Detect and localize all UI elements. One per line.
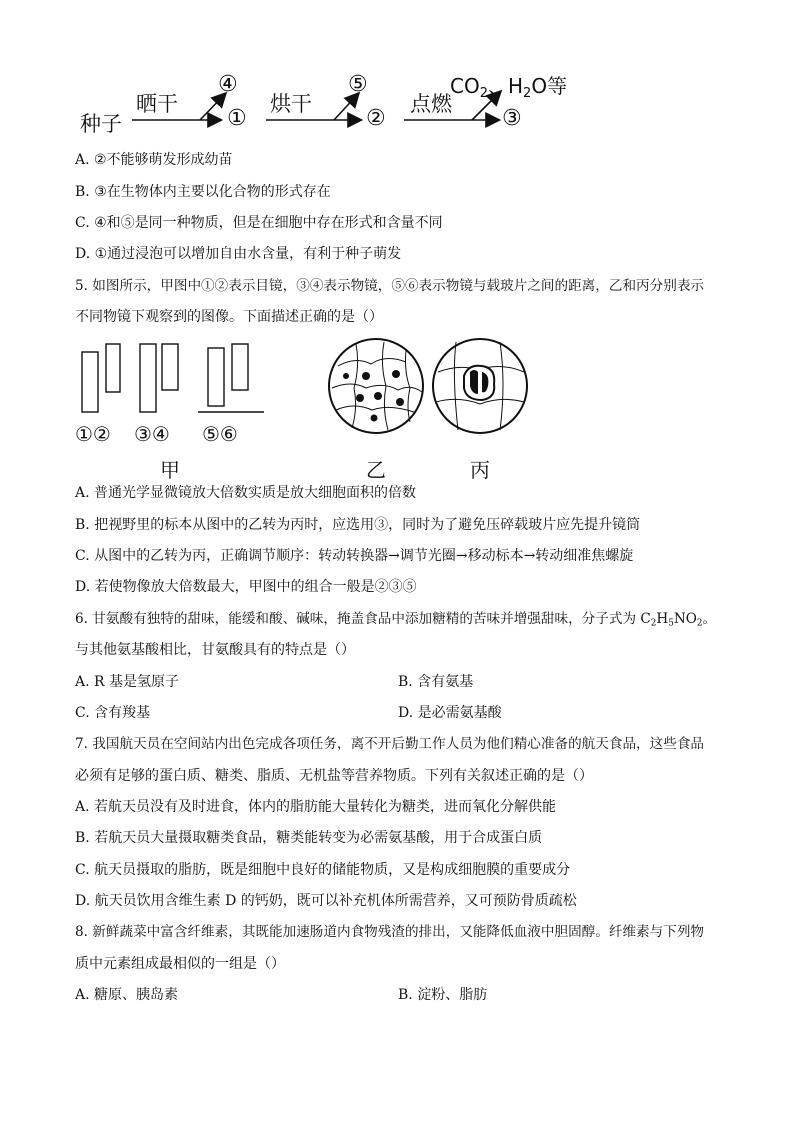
q7-stem-line1: 7. 我国航天员在空间站内出色完成各项任务，离不开后勤工作人员为他们精心准备的航天食品，这些食品 bbox=[75, 736, 705, 752]
q6-stem-line1: 6. 甘氨酸有独特的甜味，能缓和酸、碱味，掩盖食品中添加糖精的苦味并增强甜味，分子式为 $C_2H_5NO_2$。 bbox=[75, 611, 717, 629]
seed-flow-diagram bbox=[70, 68, 590, 138]
q5-option-c: C. 从图中的乙转为丙，正确调节顺序：转动转换器→调节光圈→移动标本→转动细准焦螺旋 bbox=[75, 548, 634, 564]
q5-option-a: A. 普通光学显微镜放大倍数实质是放大细胞面积的倍数 bbox=[75, 485, 417, 501]
eyepiece-2 bbox=[106, 344, 120, 392]
q6-option-b: B. 含有氨基 bbox=[398, 674, 474, 690]
arrow-1-branch bbox=[200, 94, 225, 120]
product-2: ② bbox=[366, 106, 386, 131]
micrograph-yi bbox=[326, 336, 426, 436]
eyepiece-1 bbox=[82, 352, 98, 412]
product-1: ① bbox=[227, 106, 247, 131]
q5-option-b: B. 把视野里的标本从图中的乙转为丙时，应选用③，同时为了避免压碎载玻片应先提升镜筒 bbox=[75, 517, 641, 533]
lens-label-34: ③④ bbox=[134, 422, 170, 446]
q4-option-c: C. ④和⑤是同一种物质，但是在细胞中存在形式和含量不同 bbox=[75, 215, 443, 231]
q7-option-b: B. 若航天员大量摄取糖类食品，糖类能转变为必需氨基酸，用于合成蛋白质 bbox=[75, 830, 543, 846]
q6-option-d: D. 是必需氨基酸 bbox=[398, 705, 502, 721]
product-4: ④ bbox=[218, 72, 238, 97]
q8-option-b: B. 淀粉、脂肪 bbox=[398, 987, 488, 1003]
lens-label-56: ⑤⑥ bbox=[202, 422, 238, 446]
q4-option-d: D. ①通过浸泡可以增加自由水含量，有利于种子萌发 bbox=[75, 246, 402, 262]
q4-option-a: A. ②不能够萌发形成幼苗 bbox=[75, 152, 233, 168]
q4-option-b: B. ③在生物体内主要以化合物的形式存在 bbox=[75, 184, 331, 200]
q6-stem-line2: 与其他氨基酸相比，甘氨酸具有的特点是（） bbox=[75, 642, 355, 658]
q5-stem-line1: 5. 如图所示，甲图中①②表示目镜，③④表示物镜，⑤⑥表示物镜与载玻片之间的距离，乙和丙分别表示 bbox=[75, 278, 705, 294]
q7-option-c: C. 航天员摄取的脂肪，既是细胞中良好的储能物质，又是构成细胞膜的重要成分 bbox=[75, 862, 571, 878]
fig-label-jia: 甲 bbox=[160, 458, 180, 482]
q6-option-a: A. R 基是氢原子 bbox=[75, 674, 180, 690]
objective-4 bbox=[162, 344, 178, 390]
q8-option-a: A. 糖原、胰岛素 bbox=[75, 987, 179, 1003]
burn-products: $CO_2$、$H_2O$等 bbox=[450, 74, 568, 101]
q8-stem-line1: 8. 新鲜蔬菜中富含纤维素，其既能加速肠道内食物残渣的排出，又能降低血液中胆固醇。纤维素与下列物 bbox=[75, 924, 705, 940]
q8-stem-line2: 质中元素组成最相似的一组是（） bbox=[75, 956, 285, 972]
q7-option-d: D. 航天员饮用含维生素 D 的钙奶，既可以补充机体所需营养，又可预防骨质疏松 bbox=[75, 893, 577, 909]
step-burn: 点燃 bbox=[410, 92, 452, 116]
fig-label-yi: 乙 bbox=[366, 458, 386, 482]
fig-label-bing: 丙 bbox=[470, 458, 490, 482]
step-dry-sun: 晒干 bbox=[136, 92, 178, 116]
q7-stem-line2: 必须有足够的蛋白质、糖类、脂质、无机盐等营养物质。下列有关叙述正确的是（） bbox=[75, 768, 593, 784]
objective-6 bbox=[232, 344, 248, 390]
q5-option-d: D. 若使物像放大倍数最大，甲图中的组合一般是②③⑤ bbox=[75, 579, 417, 595]
lens-label-12: ①② bbox=[75, 422, 111, 446]
q6-option-c: C. 含有羧基 bbox=[75, 705, 151, 721]
objective-5 bbox=[208, 348, 224, 406]
lens-figure bbox=[74, 340, 274, 420]
micrograph-bing bbox=[430, 336, 530, 436]
objective-3 bbox=[140, 344, 156, 412]
product-5: ⑤ bbox=[348, 72, 368, 97]
product-3: ③ bbox=[502, 106, 522, 131]
seed-label: 种子 bbox=[80, 112, 122, 136]
q7-option-a: A. 若航天员没有及时进食，体内的脂肪能大量转化为糖类，进而氧化分解供能 bbox=[75, 799, 557, 815]
arrow-2-branch bbox=[334, 94, 358, 120]
q5-stem-line2: 不同物镜下观察到的图像。下面描述正确的是（） bbox=[75, 309, 383, 325]
step-dry-oven: 烘干 bbox=[270, 92, 312, 116]
